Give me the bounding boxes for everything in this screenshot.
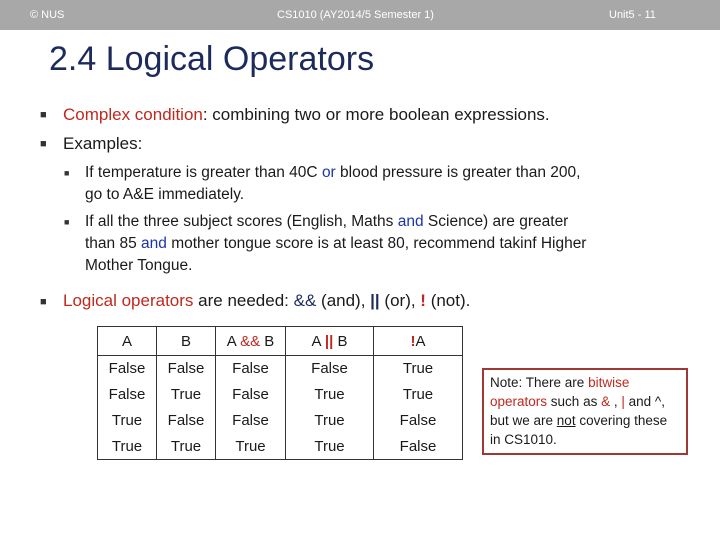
course-text: CS1010 (AY2014/5 Semester 1) xyxy=(277,9,434,21)
table-header xyxy=(286,327,374,356)
table-cell: False xyxy=(98,382,157,408)
table-cell: True xyxy=(374,382,463,408)
unit-text: Unit5 - 11 xyxy=(609,9,656,21)
slide-title: 2.4 Logical Operators xyxy=(49,40,375,78)
table-cell: True xyxy=(157,434,216,460)
example-text: than 85 xyxy=(85,235,142,252)
example-text: If temperature is greater than 40C xyxy=(85,164,322,181)
table-cell: False xyxy=(286,356,374,382)
note-text: and ^, but we are xyxy=(490,394,665,428)
table-header xyxy=(216,327,286,356)
note-box xyxy=(482,368,688,455)
operator-word: and xyxy=(397,213,424,230)
sub-bullet-marker: ■ xyxy=(64,217,70,227)
note-text: Note: There are xyxy=(490,375,589,390)
note-text: such as xyxy=(547,394,602,409)
table-cell: True xyxy=(286,408,374,434)
operator-word: and xyxy=(141,235,167,252)
copyright-text: © NUS xyxy=(30,9,65,21)
table-cell: False xyxy=(216,408,286,434)
bullet-text: : combining two or more boolean expressions. xyxy=(202,105,550,124)
table-cell: False xyxy=(157,356,216,382)
operator-symbol: || xyxy=(370,291,380,310)
header-text: A xyxy=(311,332,325,350)
table-cell: True xyxy=(98,408,157,434)
example-text: blood pressure is greater than 200, xyxy=(335,164,581,181)
header-operator: ! xyxy=(410,332,416,350)
highlight-text: Complex condition xyxy=(63,105,203,124)
example-text: If all the three subject scores (English, Maths xyxy=(85,213,398,230)
bullet-complex-condition xyxy=(63,104,550,126)
bullet-marker: ■ xyxy=(40,296,47,308)
header-operator: || xyxy=(324,332,334,350)
header-text: A xyxy=(415,332,426,350)
note-highlight: | xyxy=(621,394,625,409)
table-header xyxy=(157,327,216,356)
header-text: A xyxy=(121,332,132,350)
header-operator: && xyxy=(240,332,261,350)
example-text: mother tongue score is at least 80, recommend takinf Higher xyxy=(166,235,587,252)
header-text: B xyxy=(333,332,348,350)
example-1 xyxy=(85,162,580,206)
table-row xyxy=(98,382,463,408)
table-cell: True xyxy=(374,356,463,382)
header-bar xyxy=(0,0,720,30)
example-text: Science) are greater xyxy=(423,213,569,230)
table-header xyxy=(374,327,463,356)
example-text: go to A&E immediately. xyxy=(85,186,245,203)
table-cell: True xyxy=(216,434,286,460)
table-cell: False xyxy=(157,408,216,434)
table-row xyxy=(98,356,463,382)
header-text: B xyxy=(260,332,275,350)
bullet-marker: ■ xyxy=(40,138,47,150)
table-cell: False xyxy=(216,382,286,408)
table-row xyxy=(98,434,463,460)
header-text: A xyxy=(226,332,241,350)
bullet-text: are needed: xyxy=(193,291,294,310)
table-row xyxy=(98,408,463,434)
table-cell: False xyxy=(98,356,157,382)
operator-word: or xyxy=(321,164,336,181)
table-cell: False xyxy=(374,408,463,434)
operator-symbol: && xyxy=(293,291,317,310)
bullet-text: (or), xyxy=(379,291,421,310)
truth-table xyxy=(97,326,463,460)
sub-bullet-marker: ■ xyxy=(64,168,70,178)
note-text: covering these in CS1010. xyxy=(490,413,668,447)
note-highlight: bitwise operators xyxy=(490,375,630,409)
bullet-examples: Examples: xyxy=(63,134,143,153)
table-cell: True xyxy=(98,434,157,460)
note-text: , xyxy=(610,394,622,409)
table-cell: False xyxy=(216,356,286,382)
note-emphasis: not xyxy=(556,413,576,428)
bullet-text: (and), xyxy=(316,291,371,310)
table-cell: True xyxy=(286,434,374,460)
bullet-text: (not). xyxy=(425,291,471,310)
note-highlight: & xyxy=(601,394,611,409)
example-2 xyxy=(85,211,586,277)
bullet-marker: ■ xyxy=(40,109,47,121)
operator-symbol: ! xyxy=(420,291,426,310)
bullet-logical-operators xyxy=(63,290,470,312)
header-text: B xyxy=(180,332,191,350)
table-cell: False xyxy=(374,434,463,460)
example-text: Mother Tongue. xyxy=(85,257,193,274)
table-header xyxy=(98,327,157,356)
table-cell: True xyxy=(286,382,374,408)
table-cell: True xyxy=(157,382,216,408)
highlight-text: Logical operators xyxy=(63,291,194,310)
table-header-row xyxy=(98,327,463,356)
